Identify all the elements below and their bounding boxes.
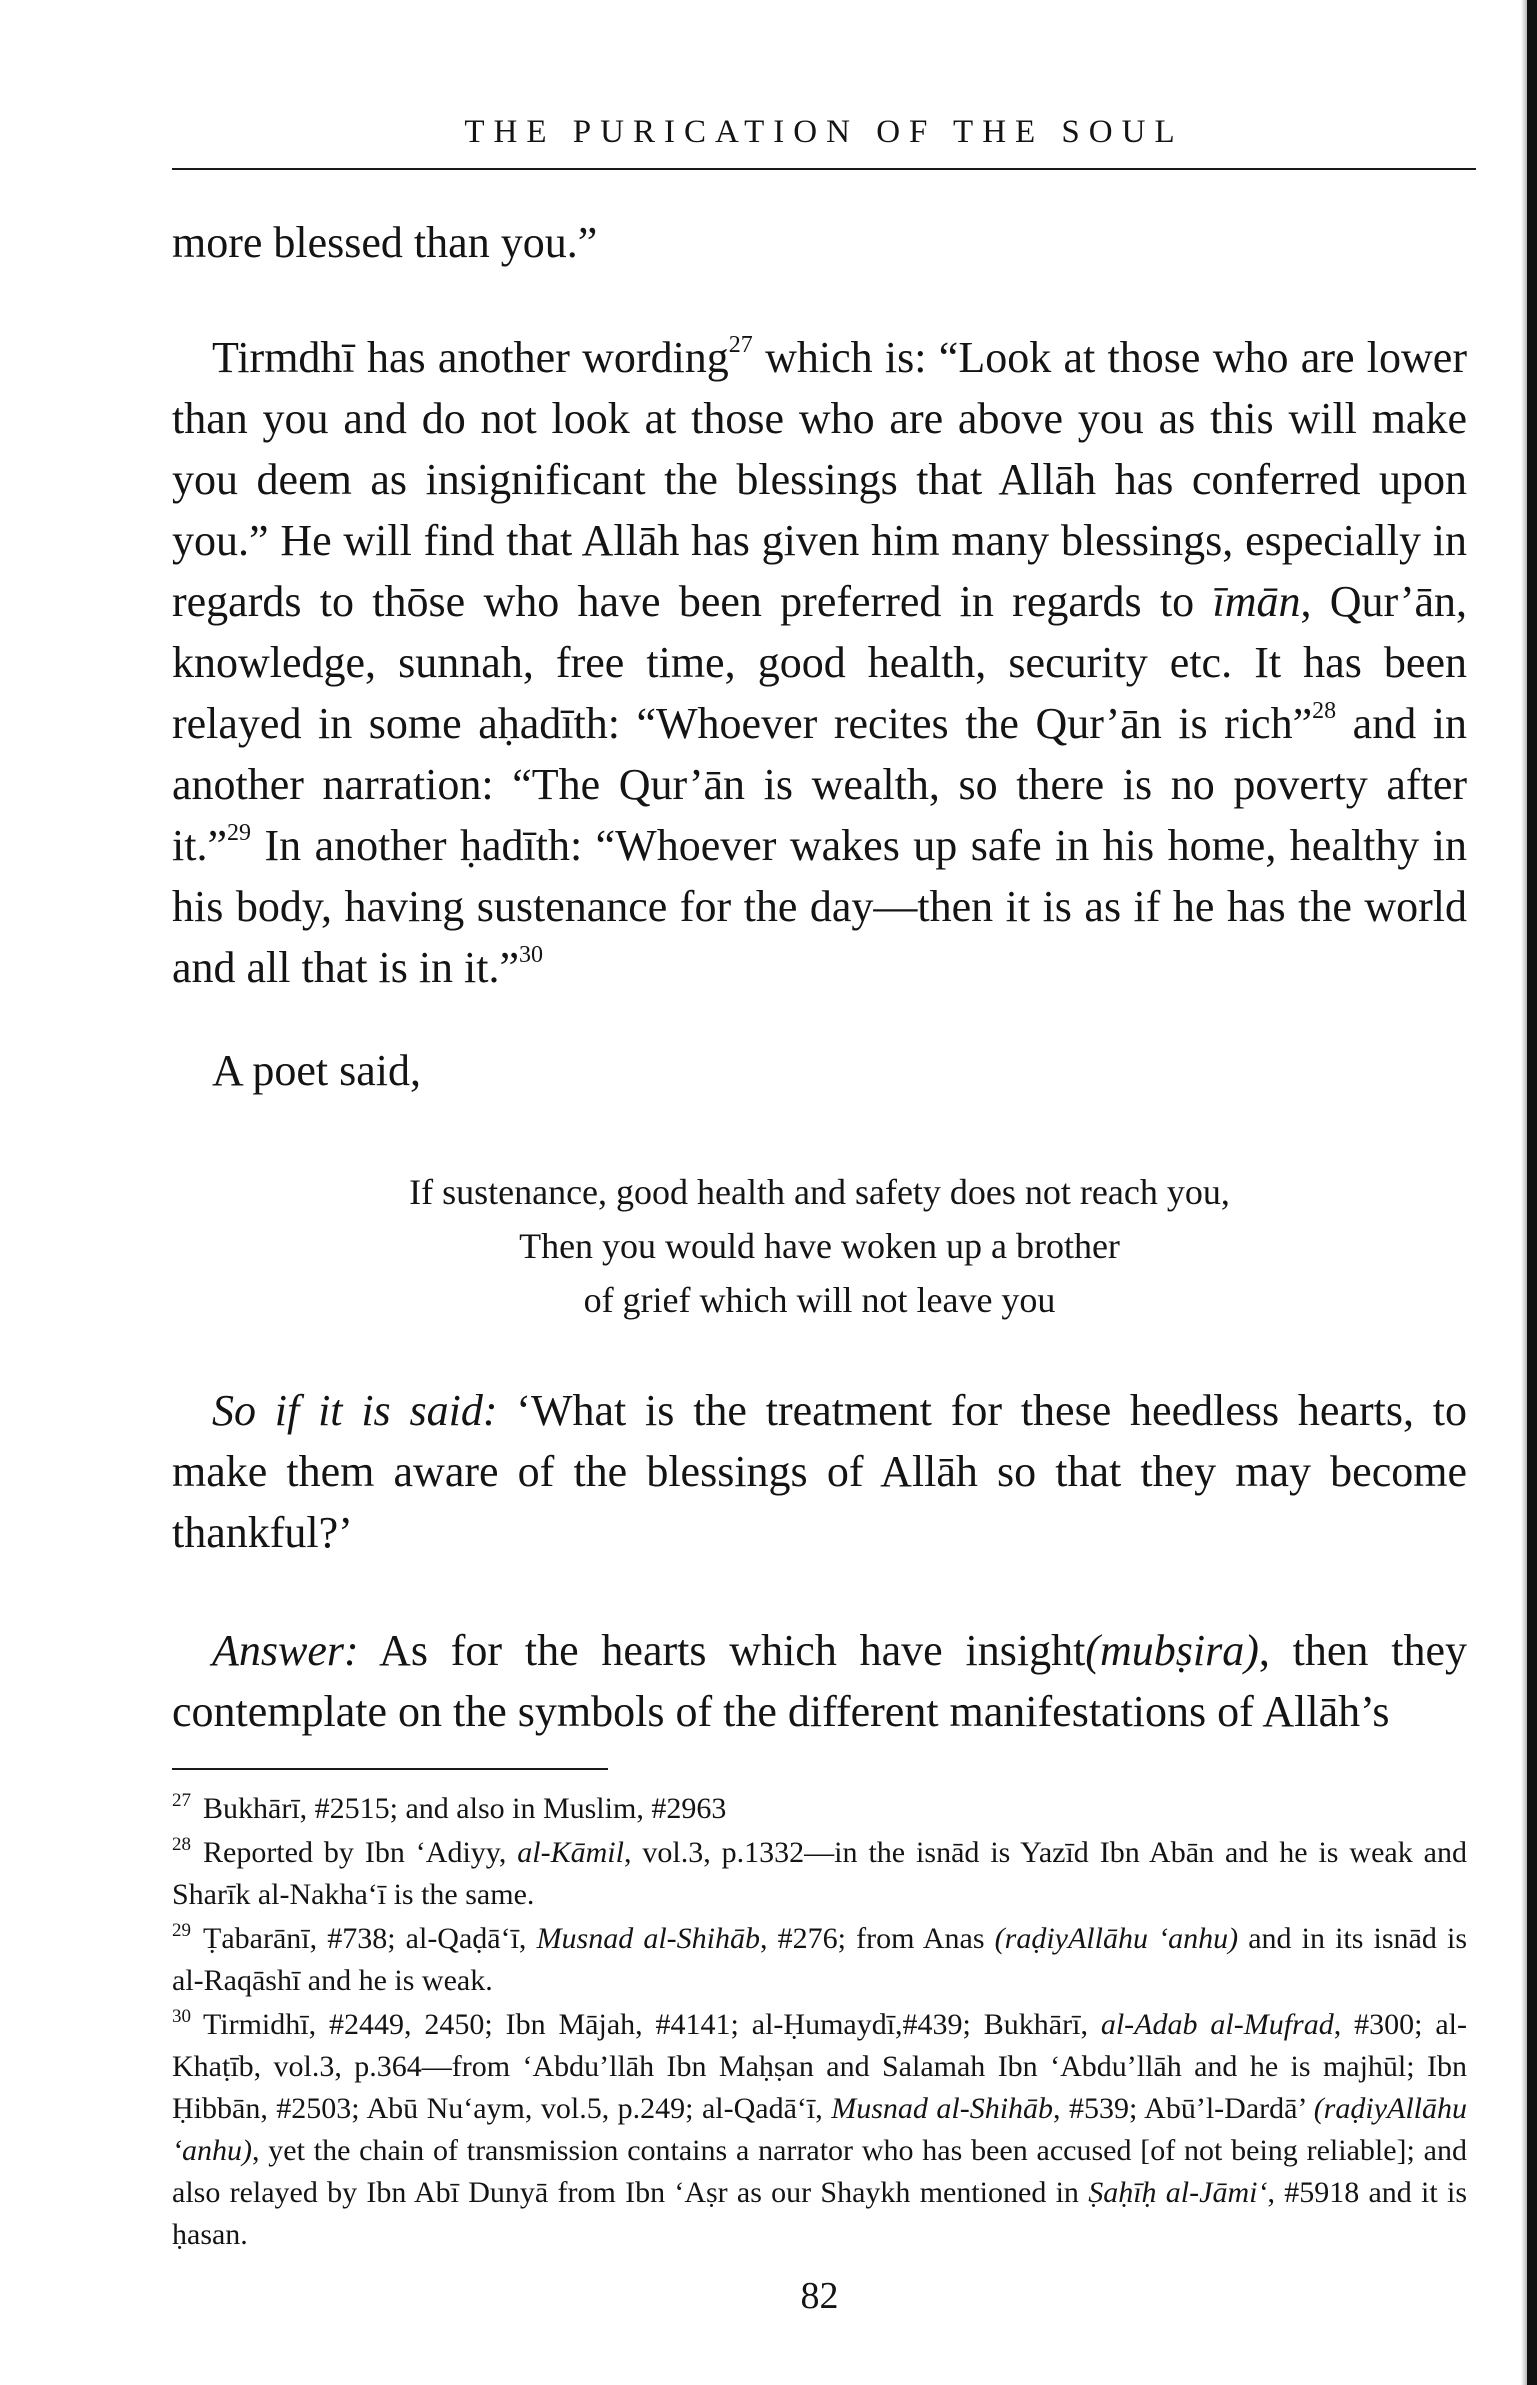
- footnote-text: Ṭabarānī, #738; al-Qaḍā‘ī,: [203, 1922, 537, 1955]
- footnote-italic: Ṣaḥīḥ al-Jāmi‘: [1088, 2176, 1268, 2209]
- footnote-text: , #276; from Anas: [760, 1922, 995, 1955]
- paragraph-question: [172, 1380, 1467, 1563]
- question-lead: So if it is said:: [212, 1386, 498, 1435]
- footnote-29: [172, 1918, 1467, 2002]
- footnote-text: Bukhārī, #2515; and also in Muslim, #2963: [203, 1792, 727, 1825]
- footnote-text: , #5918 and it is ḥasan.: [172, 2176, 1467, 2251]
- footnote-text: and in its isnād is al-Raqāshī and he is weak.: [172, 1922, 1468, 1997]
- footnote-text: , yet the chain of transmission contains a narrator who has been accused [of not being reliable]; and also relayed by Ibn Abī Dunyā from Ibn ‘Aṣr as our Shaykh mentioned in: [172, 2134, 1467, 2209]
- footnote-number: 28: [172, 1834, 191, 1855]
- answer-text: , then they contemplate on the symbols of the different manifestations of Allāh’s: [172, 1626, 1467, 1736]
- poem-line: Then you would have woken up a brother: [519, 1226, 1120, 1266]
- footnote-italic: Musnad al-Shihāb: [536, 1922, 761, 1955]
- footnote-ref-27: 27: [728, 332, 753, 358]
- italic-term-iman: īmān: [1212, 577, 1301, 626]
- footnote-number: 30: [172, 2006, 191, 2027]
- footnote-number: 27: [172, 1790, 191, 1811]
- question-text: ‘What is the treatment for these heedless hearts, to make them aware of the blessings of Allāh so that they may become thankful?’: [172, 1386, 1467, 1557]
- paragraph-poet-intro: A poet said,: [212, 1046, 421, 1095]
- footnote-italic: al-Kāmil: [517, 1836, 624, 1869]
- footnote-text: , #539; Abū’l-Dardā’: [1053, 2092, 1314, 2125]
- poem-block: [172, 1165, 1467, 1327]
- footnote-28: [172, 1832, 1467, 1916]
- page-edge: [1527, 0, 1537, 2385]
- answer-text: As for the hearts which have insight: [358, 1626, 1086, 1675]
- text-segment: , Qur’ān, knowledge, sunnah, free time, good health, security etc. It has been relayed in some aḥadīth: “Whoever recites the Qur’ān is rich”: [172, 577, 1467, 748]
- footnote-ref-29: 29: [226, 820, 251, 846]
- footnotes: [172, 1788, 1467, 2258]
- header-rule: [172, 168, 1476, 170]
- text-segment: which is: “Look at those who are lower than you and do not look at those who are above you as this will make you deem as insignificant the blessings that Allāh has conferred upon you.” He will find that Allāh has given him many blessings, especially in regards to thōse who have been preferred in regards to: [172, 333, 1467, 626]
- footnote-ref-30: 30: [519, 942, 544, 968]
- footnote-italic: Musnad al-Shihāb: [831, 2092, 1054, 2125]
- answer-lead: Answer:: [212, 1626, 359, 1675]
- poem-line: If sustenance, good health and safety does not reach you,: [409, 1172, 1230, 1212]
- footnote-text: Reported by Ibn ‘Adiyy,: [203, 1836, 518, 1869]
- poem-line: of grief which will not leave you: [583, 1280, 1056, 1320]
- paragraph-tirmidhi: [172, 327, 1467, 998]
- text-segment: In another ḥadīth: “Whoever wakes up safe in his home, healthy in his body, having sustenance for the day—then it is as if he has the world and all that is in it.”: [172, 821, 1467, 992]
- paragraph-continuation: more blessed than you.”: [172, 218, 598, 267]
- footnote-italic: (raḍiyAllāhu ‘anhu): [994, 1922, 1239, 1955]
- footnote-ref-28: 28: [1312, 698, 1337, 724]
- footnote-italic: al-Adab al-Mufrad: [1100, 2008, 1334, 2041]
- text-segment: and in another narration: “The Qur’ān is wealth, so there is no poverty after it.”: [172, 699, 1467, 870]
- running-header: THE PURICATION OF THE SOUL: [464, 114, 1184, 150]
- footnote-italic: (raḍiyAllāhu ‘anhu): [172, 2092, 1467, 2167]
- footnote-rule: [172, 1768, 608, 1770]
- italic-term-mubsira: (mubṣira): [1085, 1626, 1259, 1675]
- footnote-30: [172, 2004, 1467, 2256]
- text-segment: Tirmdhī has another wording: [212, 333, 729, 382]
- footnote-text: Tirmidhī, #2449, 2450; Ibn Mājah, #4141; al-Ḥumaydī,#439; Bukhārī,: [203, 2008, 1101, 2041]
- footnote-text: , vol.3, p.1332—in the isnād is Yazīd Ibn Abān and he is weak and Sharīk al-Nakha‘ī is the same.: [172, 1836, 1467, 1911]
- footnote-27: [172, 1788, 1467, 1830]
- paragraph-answer: [172, 1620, 1467, 1742]
- footnote-number: 29: [172, 1920, 191, 1941]
- footnote-text: , #300; al-Khaṭīb, vol.3, p.364—from ‘Abdu’llāh Ibn Maḥṣan and Salamah Ibn ‘Abdu’llāh and he is majhūl; Ibn Ḥibbān, #2503; Abū Nu‘aym, vol.5, p.249; al-Qadā‘ī,: [172, 2008, 1467, 2125]
- page-number: 82: [800, 2275, 839, 2317]
